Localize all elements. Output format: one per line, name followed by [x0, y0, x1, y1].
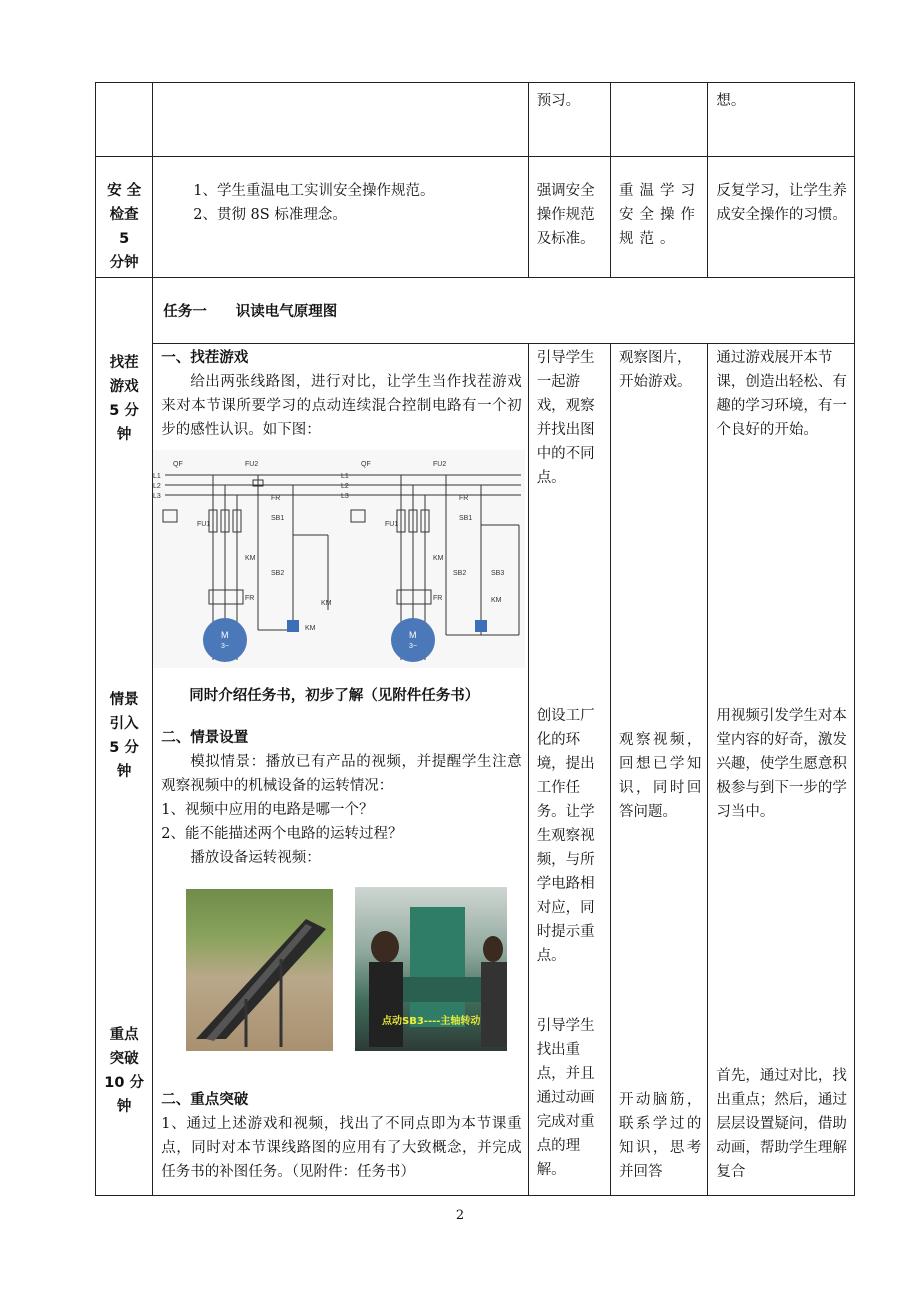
student-cell: 观察图片，开始游戏。 观察视频，回想已学知识，同时回答问题。 开动脑筋，联系学过的知识，思考并回答 — [611, 344, 708, 1196]
question-2: 2、能不能描述两个电路的运转过程？ — [161, 826, 403, 842]
stage-cell — [96, 157, 153, 278]
circuit-diagram-area — [153, 450, 525, 668]
stage-label-line: 重点 — [109, 1027, 139, 1043]
play-video-text: 播放设备运转视频： — [190, 850, 321, 866]
conveyor-photo — [186, 889, 333, 1051]
page-number: 2 — [455, 1208, 465, 1223]
diagram-label: L2 — [153, 483, 162, 490]
circuit-diagram-2 — [341, 461, 521, 662]
teacher-cell: 强调安全操作规范及标准。 — [528, 157, 610, 278]
diagram-label: L2 — [341, 483, 350, 490]
machine-tool-photo — [355, 887, 507, 1051]
diagram-label: KM — [245, 555, 256, 562]
safety-item: 2、贯彻 8S 标准理念。 — [193, 207, 347, 223]
diagram-label: FU2 — [433, 461, 447, 468]
section-text: 1、通过上述游戏和视频，找出了不同点即为本节课重点，同时对本节课线路图的应用有了大致概念，并完成任务书的补图任务。（见附件：任务书） — [161, 1116, 522, 1180]
circuit-diagrams — [153, 450, 525, 668]
teacher-cell: 引导学生一起游戏，观察并找出图中的不同点。 创设工厂化的环境，提出工作任务。让学生观察视频，与所学电路相对应，同时提示重点。 引导学生找出重点，并且通过动画完成对重点的理解。 — [528, 344, 610, 1196]
diagram-label: FU1 — [197, 521, 211, 528]
diagram-label: FR — [245, 595, 255, 602]
section-title: 一、找茬游戏 — [161, 350, 249, 366]
question-1: 1、视频中应用的电路是哪一个？ — [161, 802, 374, 818]
circuit-diagram-1 — [153, 461, 353, 662]
stage-label-line: 引入 — [109, 716, 139, 732]
table-row — [96, 83, 855, 157]
diagram-label: FR — [459, 495, 469, 502]
stage-label-line: 10 分 — [104, 1075, 144, 1091]
content-cell — [153, 83, 528, 157]
teacher-cell: 预习。 — [528, 83, 610, 157]
table-row — [96, 157, 855, 278]
stage-label-line: 游戏 — [109, 379, 139, 395]
diagram-label: KM — [305, 625, 316, 632]
stage-label-line: 5 分 — [109, 740, 139, 756]
diagram-label: QF — [173, 461, 183, 468]
diagram-label: L1 — [341, 473, 350, 480]
student-cell — [611, 83, 708, 157]
diagram-label: SB1 — [459, 515, 473, 522]
section-text: 模拟情景：播放已有产品的视频，并提醒学生注意观察视频中的机械设备的运转情况： — [161, 754, 522, 794]
section-text: 给出两张线路图，进行对比，让学生当作找茬游戏来对本节课所要学习的点动连续混合控制电路有一个初步的感性认识。如下图： — [161, 374, 522, 438]
diagram-label: FU1 — [385, 521, 399, 528]
diagram-label: L3 — [341, 493, 350, 500]
purpose-cell: 反复学习，让学生养成安全操作的习惯。 — [708, 157, 855, 278]
task-heading-cell — [153, 278, 855, 344]
diagram-label: FU2 — [245, 461, 259, 468]
photo-caption: 点动SB3----主轴转动 — [382, 1016, 481, 1027]
student-cell: 重温学习安全操作规范。 — [611, 157, 708, 278]
stage-cell — [96, 83, 153, 157]
stage-label-line: 钟 — [116, 764, 132, 780]
section-title: 二、重点突破 — [161, 1092, 249, 1108]
lesson-plan-table — [95, 82, 855, 1196]
diagram-label: SB1 — [271, 515, 285, 522]
diagram-label: 3~ — [409, 643, 418, 650]
safety-item: 1、学生重温电工实训安全操作规范。 — [193, 183, 435, 199]
stage-label-line: 5 分 — [109, 403, 139, 419]
table-row — [96, 344, 855, 1196]
table-row — [96, 278, 855, 344]
diagram-label: FR — [271, 495, 281, 502]
stage-label-line: 情景 — [109, 692, 139, 708]
content-cell — [153, 344, 528, 1196]
diagram-label: KM — [433, 555, 444, 562]
diagram-label: FR — [433, 595, 443, 602]
diagram-label: KM — [491, 597, 502, 604]
diagram-label: SB3 — [491, 570, 505, 577]
task-book-note: 同时介绍任务书，初步了解（见附件任务书） — [189, 688, 480, 704]
diagram-label: SB2 — [453, 570, 467, 577]
task-heading: 任务一 识读电气原理图 — [163, 304, 338, 320]
purpose-cell: 想。 — [708, 83, 855, 157]
purpose-cell: 通过游戏展开本节课，创造出轻松、有趣的学习环境，有一个良好的开始。 用视频引发学生对本堂内容的好奇，激发兴趣，使学生愿意积极参与到下一步的学习当中。 首先，通过对比，找出重点；然后，通过层层设置疑问，借助动画，帮助学生理解复合 — [708, 344, 855, 1196]
diagram-label: M — [221, 630, 229, 640]
diagram-label: KM — [321, 600, 332, 607]
stage-label-line: 突破 — [109, 1051, 139, 1067]
diagram-label: L1 — [153, 473, 162, 480]
diagram-label: QF — [361, 461, 371, 468]
stage-label-line: 钟 — [116, 427, 132, 443]
stage-cell — [96, 278, 153, 1196]
content-cell — [153, 157, 528, 278]
stage-label-line: 安 全 — [107, 183, 142, 199]
diagram-label: M — [409, 630, 417, 640]
section-title: 二、情景设置 — [161, 730, 249, 746]
stage-label-line: 检查 — [109, 207, 139, 223]
stage-label-line: 分钟 — [109, 255, 139, 271]
stage-label-line: 钟 — [116, 1099, 132, 1115]
stage-label-line: 找茬 — [109, 355, 139, 371]
stage-label-line: 5 — [119, 231, 130, 247]
diagram-label: 3~ — [221, 643, 230, 650]
diagram-label: SB2 — [271, 570, 285, 577]
diagram-label: L3 — [153, 493, 162, 500]
